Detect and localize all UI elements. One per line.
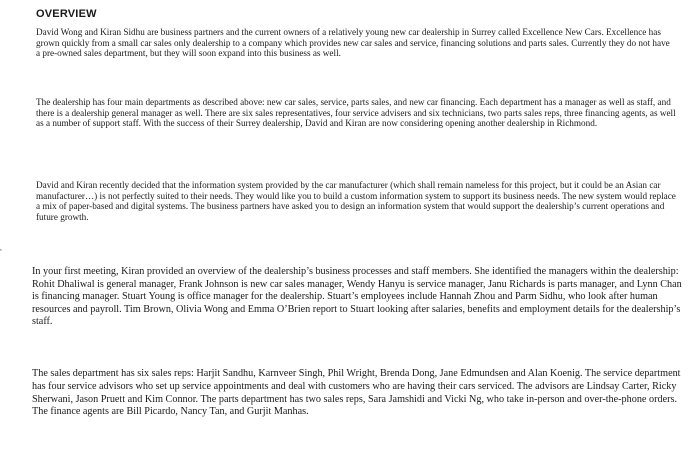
paragraph-departments: The dealership has four main departments as described above: new car sales, service, parts sales, and new car financing. Each department has a manager as well as staff, and there is a dealership general manager as well. There are six sales representatives, four service advisers and six technicians, two parts sales reps, three financing agents, as well as a number of support staff. With the success of their Surrey dealership, David and Kiran are now considering opening another dealership in Richmond.	[36, 97, 676, 129]
paragraph-information-system: David and Kiran recently decided that the information system provided by the car manufacturer (which shall remain nameless for this project, but it could be an Asian car manufacturer…) is not perfectly suited to their needs. They would like you to build a custom information system to support its business needs. The new system would replace a mix of paper-based and digital systems. The business partners have asked you to design an information system that would support the dealership’s current operations and future growth.	[36, 180, 676, 222]
paragraph-sales-department: The sales department has six sales reps: Harjit Sandhu, Karnveer Singh, Phil Wright, Brenda Dong, Jane Edmundsen and Alan Koenig. The service department has four service advisors who set up service appointments and deal with customers who are having their cars serviced. The advisors are Lindsay Carter, Ricky Sherwani, Jason Pruett and Kim Connor. The parts department has two sales reps, Sara Jamshidi and Vicki Ng, who take in-person and over-the-phone orders. The finance agents are Bill Picardo, Nancy Tan, and Gurjit Manhas.	[32, 368, 681, 418]
paragraph-intro: David Wong and Kiran Sidhu are business partners and the current owners of a relatively young new car dealership in Surrey called Excellence New Cars. Excellence has grown quickly from a small car sales only dealership to a company which provides new car sales and service, financing solutions and parts sales. Currently they do not have a pre-owned sales department, but they will soon expand into this business as well.	[36, 27, 670, 59]
section-heading: OVERVIEW	[36, 8, 97, 20]
scan-artifact	[0, 242, 20, 297]
paragraph-first-meeting: In your first meeting, Kiran provided an overview of the dealership’s business processes and staff members. She identified the managers within the dealership: Rohit Dhaliwal is general manager, Frank Johnson is new car sales manager, Wendy Hanyu is service manager, Janu Richards is parts manager, and Lynn Chan is financing manager. Stuart Young is office manager for the dealership. Stuart’s employees include Hannah Zhou and Parm Sidhu, who look after human resources and payroll. Tim Brown, Olivia Wong and Emma O’Brien report to Stuart looking after salaries, benefits and employment details for the dealership’s staff.	[32, 266, 682, 328]
